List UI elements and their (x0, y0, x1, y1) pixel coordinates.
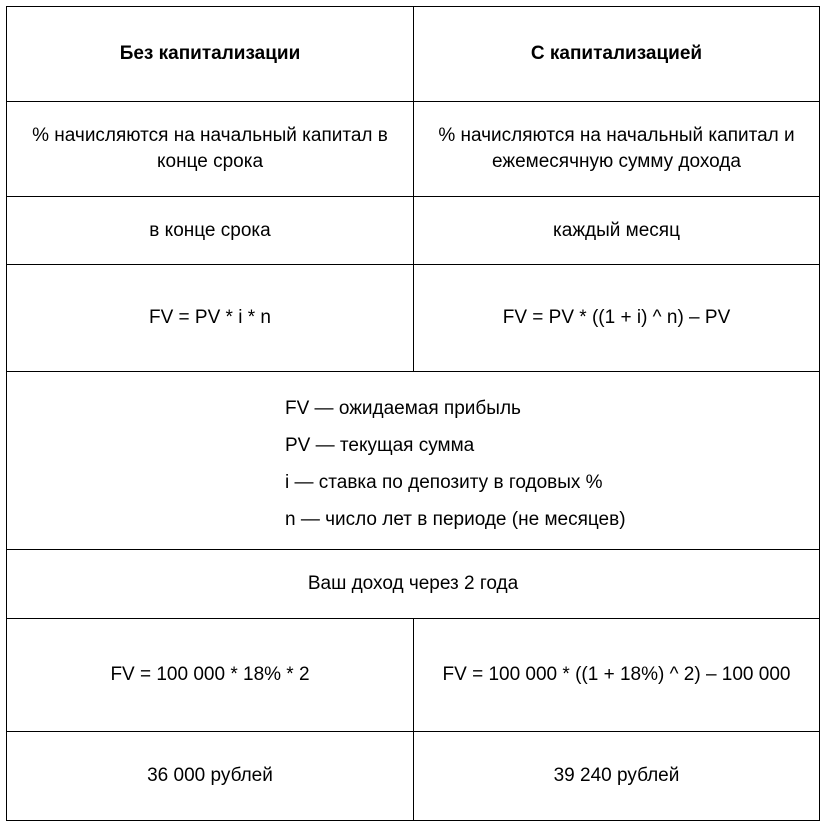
formula-left-text: FV = PV * i * n (149, 307, 271, 328)
income-label-cell (7, 550, 819, 618)
period-right-text: каждый месяц (553, 219, 680, 241)
definitions-list (285, 390, 626, 538)
definition-pv: PV — текущая сумма (285, 435, 475, 456)
interest-right-line1: % начисляются на начальный капитал и (438, 125, 795, 146)
calc-cell-left (7, 619, 413, 731)
formula-cell-left (7, 265, 413, 371)
income-label-text: Ваш доход через 2 года (307, 573, 519, 594)
definition-fv: FV — ожидаемая прибыль (285, 398, 521, 419)
interest-cell-right (414, 102, 819, 196)
result-cell-left (7, 732, 413, 820)
result-right-text: 39 240 рублей (553, 765, 680, 786)
definition-n: n — число лет в периоде (не месяцев) (285, 509, 626, 530)
interest-cell-left (7, 102, 413, 196)
calc-right-text: FV = 100 000 * ((1 + 18%) ^ 2) – 100 000 (442, 664, 791, 685)
interest-left-line1: % начисляются на начальный капитал в (32, 125, 388, 146)
period-left-text: в конце срока (149, 219, 271, 241)
header-right-text: С капитализацией (530, 43, 703, 64)
period-cell-left (7, 197, 413, 264)
table-border-right (819, 6, 820, 821)
result-left-text: 36 000 рублей (147, 765, 273, 786)
period-cell-right (414, 197, 819, 264)
formula-cell-right (414, 265, 819, 371)
definition-i: i — ставка по депозиту в годовых % (285, 472, 603, 493)
calc-left-text: FV = 100 000 * 18% * 2 (110, 664, 310, 685)
interest-right-line2: ежемесячную сумму дохода (492, 151, 741, 172)
result-cell-right (414, 732, 819, 820)
calc-cell-right (414, 619, 819, 731)
header-with-capitalization (414, 7, 819, 101)
formula-right-text: FV = PV * ((1 + i) ^ n) – PV (502, 307, 731, 328)
header-no-capitalization (7, 7, 413, 101)
header-left-text: Без капитализации (119, 43, 301, 64)
interest-left-line2: конце срока (156, 151, 264, 172)
